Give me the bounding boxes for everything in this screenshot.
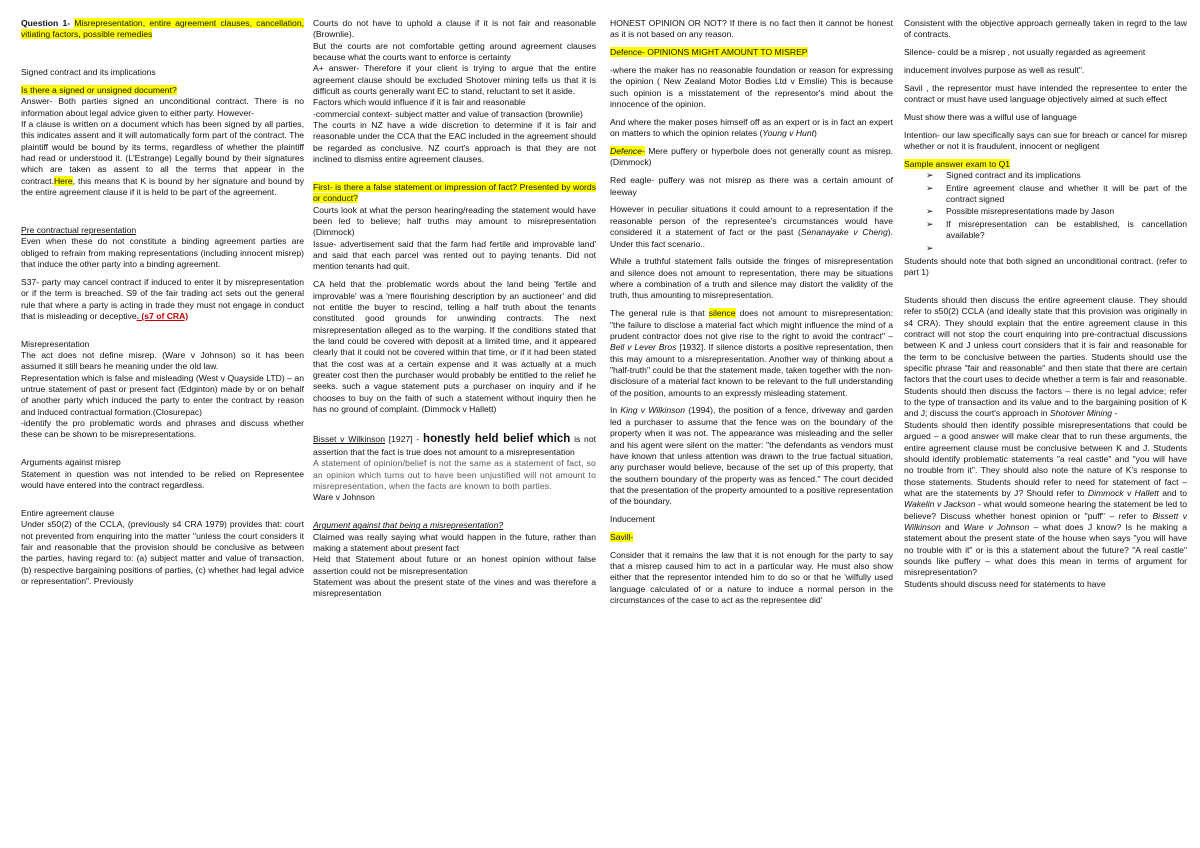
clause-text-b: , this means that K is bound by her signature and bound by the entire agreement clause if it is held to be part of the agreement. bbox=[21, 175, 304, 198]
paragraph-statement: Statement was about the present state of the vines and was therefore a misrepresentation bbox=[313, 576, 596, 599]
paragraph-students-2 bbox=[904, 295, 1187, 420]
paragraph-defence-puffery bbox=[610, 146, 893, 169]
students2-text-a: Students should then discuss the entire agreement clause. They should refer to s50(2) CCLA (and ideally state that this provision was originally in s4 CRA). They should explain that the entire agreement clause in this contract will not stop the court enquiring into pre-contractual discussions between K and J unless court considers that it is fair and reasonable for the term to be conclusive between the parties. Students should use the specific phrase "fair and reasonable" and then state that there are certain factors that the court uses to decide whether a term is fair and reasonable. Students should then discuss the factors – there is no legal advice; refer to the type of transaction and its value and to the bargaining position of K and J; discuss the court's approach in bbox=[904, 295, 1187, 419]
however-text-a: However in peculiar situations it could amount to a representation if the reasonable person of the representee's circumstances would have considered it a statement of fact or the past ( bbox=[610, 204, 893, 238]
case-bissett: Bissett v Wilkinson bbox=[904, 510, 1187, 532]
paragraph-however bbox=[610, 204, 893, 249]
however-text-b: ). Under this fact scenario.. bbox=[610, 227, 893, 249]
paragraph-general-rule bbox=[610, 308, 893, 399]
s37-text: S37- party may cancel contract if induced to enter it by misrepresentation or if the term is breached. S9 of the fair trading act sets out the general rule that where a party is acting in trade they must not engage in conduct that is misleading or deceptive bbox=[21, 276, 304, 321]
list-item bbox=[926, 182, 1187, 206]
general-text-b: does not amount to misrepresentation: "the failure to disclose a material fact which might influence the mind of a prudent contractor does not give rise to the right to avoid the contract" – bbox=[610, 308, 893, 341]
paragraph-savil: Savil , the representor must have intended the representee to enter the contract or must have used language objectively aimed at such effect bbox=[904, 82, 1187, 105]
bisset-year: [1927] - bbox=[385, 433, 424, 444]
case-senanayake: Senanayake v Cheng bbox=[800, 227, 888, 238]
case-shotover: Shotover Mining bbox=[1049, 408, 1113, 419]
column-3 bbox=[610, 18, 893, 848]
students3-text-c: - what would someone hearing the statement be led to believe? Discuss whether honest opinion or "puff" – refer to bbox=[904, 499, 1187, 521]
paragraph-arguments: Statement in question was not intended to be relied on Representee would have entered into the contract regardless. bbox=[21, 468, 304, 490]
paragraph-ca-held: CA held that the problematic words about the land being 'fertile and improvable' was a 'mere flourishing description by an auctioneer' and did not entitle the buyer to rescind, telling a half truth about the tenants constituted good grounds for unwinding contracts. The next misrepresentation alleged as to the warping. If the conditions stated that the land could be covered with deposit at a limited time, and it appeared clearly that it could not be covered within that time, or if it had been stated that the cost was at a certain expense and it was actually at a much greater cost then the purchaser would probably be entitled to the relief he seeks. such a vague statement puts a purchaser on inquiry and if he chooses to buy on the faith of such a statement without inquiry then he has no ground of complaint. (Dimmock v Hallett) bbox=[313, 279, 596, 414]
case-wakelin: Wakelin v Jackson bbox=[904, 499, 976, 510]
case-ware-johnson: Ware v Johnson bbox=[313, 492, 375, 503]
section-heading-signed: Signed contract and its implications bbox=[21, 67, 156, 78]
paragraph-precontract: Even when these do not constitute a binding agreement parties are obliged to refrain from making representations (including innocent misrep) that induce the other party into a binding agreement. bbox=[21, 236, 304, 269]
heading-savill: Savill- bbox=[610, 531, 634, 542]
heading-inducement: Inducement bbox=[610, 514, 655, 525]
question-label: Question 1- bbox=[21, 18, 71, 28]
arrow-bullet-icon: ➢ bbox=[926, 218, 934, 229]
arrow-bullet-icon: ➢ bbox=[926, 242, 934, 253]
paragraph-students-4: Students should discuss need for statements to have bbox=[904, 578, 1106, 589]
paragraph-must-show: Must show there was a wilful use of language bbox=[904, 112, 1077, 123]
highlight-here: Here bbox=[53, 175, 73, 186]
king-text-a: In bbox=[610, 405, 621, 416]
paragraph-courts-look: Courts look at what the person hearing/reading the statement would have been led to believe; half truths may amount to misrepresentation (Dimmock) bbox=[313, 204, 596, 238]
paragraph-silence: Silence- could be a misrep , not usually regarded as agreement bbox=[904, 47, 1146, 58]
bisset-rest: is not assertion that the fact is true does not amount to a misrepresentation bbox=[313, 433, 596, 458]
question-false-statement: First- is there a false statement or impression of fact? Presented by words or conduct? bbox=[313, 181, 596, 204]
s7-cra-reference: . (s7 of CRA) bbox=[136, 310, 189, 321]
general-text-c: [1932]. If silence distorts a positive representation, then this may amount to a misrepresentation. Another way of thinking about a "half-truth" could be that the statement made, taken together with the non-disclosure of a material fact known to be relevant to the full understanding of the position, amounts to an expressly misleading statement. bbox=[610, 342, 893, 398]
case-bell-lever: Bell v Lever Bros bbox=[610, 342, 677, 353]
expert-text-a: And where the maker poses himself off as an expert or is in fact an expert on matters to which the opinion relates ( bbox=[610, 116, 893, 139]
arrow-bullet-icon: ➢ bbox=[926, 206, 934, 217]
students3-text-a: Students should then identify possible misrepresentations that could be argued – a good answer will make clear that to run these arguments, the entire agreement clause must be conclusive between K and J. Students should identify problematic statements "a real castle" and "you will have no trouble from it". They should also note the nature of K's response to those statements. Students should refer to need for statement of fact – what are the statements by J? Should refer to bbox=[904, 419, 1187, 498]
paragraph-inducement-purpose: inducement involves purpose as well as result". bbox=[904, 65, 1085, 76]
list-item-text: Entire agreement clause and whether it will be part of the contract signed bbox=[946, 182, 1187, 205]
case-king-wilkinson: King v Wilkinson bbox=[620, 405, 685, 416]
paragraph-held: Held that Statement about future or an honest opinion without false assertion could not be misrepresentation bbox=[313, 554, 596, 576]
paragraph-factors: Factors which would influence if it is fair and reasonable bbox=[313, 97, 526, 108]
students3-text-e: – what does J know? Is he making a statement about the present state of the house when says "you will have no trouble with it" or is this a statement about the future? "A real castle" sounds like puffery – what does this mean in terms of argument for misrepresentation? bbox=[904, 521, 1187, 578]
expert-text-b: ) bbox=[814, 128, 817, 139]
paragraph-misrep-1: The act does not define misrep. (Ware v Johnson) so it has been assumed it still bears he meaning under the old law. bbox=[21, 350, 304, 372]
column-2 bbox=[313, 18, 596, 848]
question-title bbox=[21, 18, 304, 41]
case-dimmock: Dimmock v Hallett bbox=[1087, 487, 1159, 498]
paragraph-answer: Answer- Both parties signed an unconditional contract. There is no information about legal advice given to either party. However- bbox=[21, 96, 304, 118]
list-item bbox=[926, 242, 1187, 254]
paragraph-where-maker: -where the maker has no reasonable foundation or reason for expressing the opinion ( New Zealand Motor Bodies Ltd v Emslie) This is because such opinion is a misstatement of the representor's mind about the innocence of the opinion. bbox=[610, 65, 893, 110]
heading-argument-against: Argument against that being a misrepresentation? bbox=[313, 520, 504, 531]
defence-text: Mere puffery or hyperbole does not generally count as misrep. (Dimmock) bbox=[610, 146, 893, 168]
paragraph-misrep-2: Representation which is false and misleading (West v Quayside LTD) – an untrue statement of past or present fact (Edginton) made by or on behalf of another party which induced the party to enter the contract by reason and induced contractual formation.(Closurepac) bbox=[21, 372, 304, 417]
highlight-silence: silence bbox=[708, 308, 736, 319]
list-item-text: Signed contract and its implications bbox=[946, 170, 1081, 181]
students3-text-d: and bbox=[940, 521, 964, 532]
list-item-text bbox=[946, 243, 948, 253]
paragraph-king bbox=[610, 405, 893, 507]
paragraph-while: While a truthful statement falls outside the fringes of misrepresentation and silence does not amount to representation, there may be situations where a combination of a truth and silence may distort the validity of the truth, thus amounting to misrepresentation. bbox=[610, 256, 893, 301]
paragraph-claimed: Claimed was really saying what would happen in the future, rather than making a statement about present fact bbox=[313, 531, 596, 553]
general-text-a: The general rule is that bbox=[610, 308, 709, 319]
sample-answer-list bbox=[904, 170, 1187, 253]
heading-defence-opinions: Defence- OPINIONS MIGHT AMOUNT TO MISREP bbox=[610, 47, 808, 58]
list-item bbox=[926, 218, 1187, 242]
defence-label: Defence- bbox=[610, 146, 645, 157]
paragraph-bisset bbox=[313, 432, 596, 459]
paragraph-opinion-belief: A statement of opinion/belief is not the same as a statement of fact, so an opinion which turns out to have been unjustified will not amount to misrepresentation, when the facts are known to both parties. bbox=[313, 458, 596, 492]
students2-text-b: - bbox=[1112, 408, 1118, 419]
paragraph-issue: Issue- advertisement said that the farm had fertile and improvable land' and said that each parcel was rented out to paying tenants. Did not mention tenants had quit. bbox=[313, 238, 596, 272]
section-heading-entire-agreement: Entire agreement clause bbox=[21, 507, 115, 518]
arrow-bullet-icon: ➢ bbox=[926, 170, 934, 181]
section-heading-misrep: Misrepresentation bbox=[21, 338, 90, 349]
paragraph-misrep-3: -identify the pro problematic words and phrases and discuss whether these can be shown to be misrepresentations. bbox=[21, 418, 304, 440]
paragraph-consider: Consider that it remains the law that it is not enough for the party to say that a misrep caused him to act in a particular way. He must also show either that the representor intended him to do so or that he 'wilfully used language calculated of or a nature to induce a normal person in the circumstances of the case to act as the representee did' bbox=[610, 549, 893, 606]
list-item-text: If misrepresentation can be established, is cancellation available? bbox=[946, 218, 1187, 241]
paragraph-students-3 bbox=[904, 420, 1187, 579]
paragraph-courts: Courts do not have to uphold a clause if it is not fair and reasonable (Brownlie). bbox=[313, 18, 596, 40]
list-item-text: Possible misrepresentations made by Jason bbox=[946, 206, 1115, 217]
paragraph-consistent: Consistent with the objective approach gerneally taken in regrd to the law of contracts. bbox=[904, 18, 1187, 40]
paragraph-nz-courts: The courts in NZ have a wide discretion to determine if it is fair and reasonable under the CCA that the EAC included in the agreement should be regarded as conclusive. NZ court's approach is that they are not inclined to dismiss entire agreement clauses. bbox=[313, 120, 596, 165]
heading-sample-answer: Sample answer exam to Q1 bbox=[904, 159, 1011, 170]
column-1 bbox=[21, 18, 304, 848]
paragraph-expert bbox=[610, 117, 893, 140]
column-4 bbox=[904, 18, 1187, 848]
list-item bbox=[926, 206, 1187, 217]
paragraph-but: But the courts are not comfortable getting around agreement clauses because what the courts want to enforce is certainty bbox=[313, 40, 596, 63]
clause-text-a: If a clause is written on a document which has been signed by all parties, this indicates assent and it will automatically form part of the contract. The plaintiff would be bound by its terms, regardless of whether the plaintiff had read or understood it. (L'Estrange) Legally bound by their signatures which are taken as assent to all the terms that appear in the contract. bbox=[21, 119, 304, 186]
paragraph-aplus: A+ answer- Therefore if your client is trying to argue that the entire agreement clause should be excluded Shotover mining tells us that it is difficult as courts generally want EC to stand, reluctant to set it aside. bbox=[313, 63, 596, 97]
paragraph-intention: Intention- our law specifically says can sue for breach or cancel for misrep whether or not it is fraudulent, innocent or negligent bbox=[904, 129, 1187, 152]
king-text-b: (1994), the position of a fence, driveway and garden led a purchaser to assume that the fence was on the boundary of the property when it was not. The appearance was misleading and the seller and his agent were silent on the matter: "the defendants as vendors must have known that unless attention was drawn to the true factual situation, any purchaser would believe, because of the set up of this property, that the southern boundary of the property was as fenced." The court decided that the presentation of the property amounted to a positive representation of the boundary. bbox=[610, 405, 893, 507]
bisset-emphasis: honestly held belief which bbox=[423, 432, 571, 445]
question-topics: Misrepresentation, entire agreement clauses, cancellation, vitiating factors, possible remedies bbox=[21, 18, 304, 40]
section-heading-precontract: Pre contractual representation bbox=[21, 224, 137, 235]
section-heading-arguments: Arguments against misrep bbox=[21, 457, 121, 468]
paragraph-clause bbox=[21, 119, 304, 198]
students3-text-b: and to bbox=[1158, 487, 1187, 498]
question-signed-doc: Is there a signed or unsigned document? bbox=[21, 85, 177, 96]
arrow-bullet-icon: ➢ bbox=[926, 182, 934, 193]
case-bisset: Bisset v Wilkinson bbox=[313, 433, 385, 444]
paragraph-entire-agreement: Under s50(2) of the CCLA, (previously s4 CRA 1979) provides that: court not prevented from enquiring into the matter "unless the court considers it fair and reasonable that the provision should be conclusive as between the parties, having regard to: (a) subject matter and value of transaction,(b) respective bargaining positions of parties, (c) whether had legal advice or representation". Previously bbox=[21, 519, 304, 586]
paragraph-students-1: Students should note that both signed an unconditional contract. (refer to part 1) bbox=[904, 255, 1187, 278]
paragraph-honest-opinion: HONEST OPINION OR NOT? If there is no fact then it cannot be honest as it is not based on any reason. bbox=[610, 18, 893, 40]
list-item bbox=[926, 170, 1187, 181]
paragraph-commercial: -commercial context- subject matter and value of transaction (brownlie) bbox=[313, 108, 583, 119]
case-ware: Ware v Johnson bbox=[963, 521, 1030, 532]
case-young-hunt: Young v Hunt bbox=[762, 128, 814, 139]
paragraph-red-eagle: Red eagle- puffery was not misrep as there was a certain amount of leeway bbox=[610, 175, 893, 197]
paragraph-s37 bbox=[21, 277, 304, 322]
